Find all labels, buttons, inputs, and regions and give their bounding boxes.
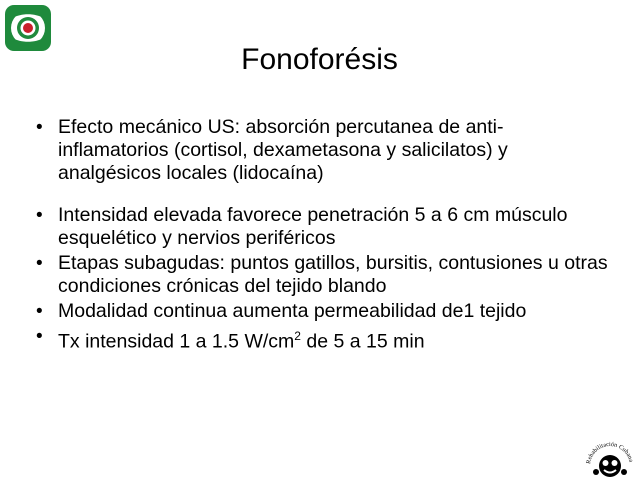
bullet-superscript: 2 <box>294 329 301 343</box>
rehabilitation-logo-icon <box>584 432 636 478</box>
bullet-symbol: • <box>36 117 43 138</box>
bullet-item <box>34 325 614 354</box>
bullet-text: Modalidad continua aumenta permeabilidad de1 tejido <box>58 300 527 322</box>
bullet-item <box>34 204 614 250</box>
bullet-text: Etapas subagudas: puntos gatillos, bursitis, contusiones u otras condiciones crónicas del tejido blando <box>58 252 608 297</box>
bullet-text: Intensidad elevada favorece penetración 5 a 6 cm músculo esquelético y nervios periféricos <box>58 204 568 249</box>
bullet-list <box>34 116 614 354</box>
bullet-symbol: • <box>36 301 43 322</box>
bullet-item <box>34 300 614 323</box>
bullet-symbol: • <box>36 205 43 226</box>
bullet-text-before: Tx intensidad 1 a 1.5 W/cm <box>58 330 295 353</box>
bullet-text-after: de 5 a 15 min <box>300 330 425 353</box>
bullet-text: Efecto mecánico US: absorción percutanea de anti-inflamatorios (cortisol, dexametasona y salicilatos) y analgésicos locales (lidocaína) <box>58 116 508 184</box>
bullet-item <box>34 252 614 298</box>
bullet-symbol: • <box>36 326 43 347</box>
bullet-symbol: • <box>36 253 43 274</box>
bullet-item <box>34 116 614 185</box>
slide-title: Fonoforésis <box>241 43 398 76</box>
svg-text:Rehabilitación Cubana: Rehabilitación Cubana <box>585 440 635 465</box>
